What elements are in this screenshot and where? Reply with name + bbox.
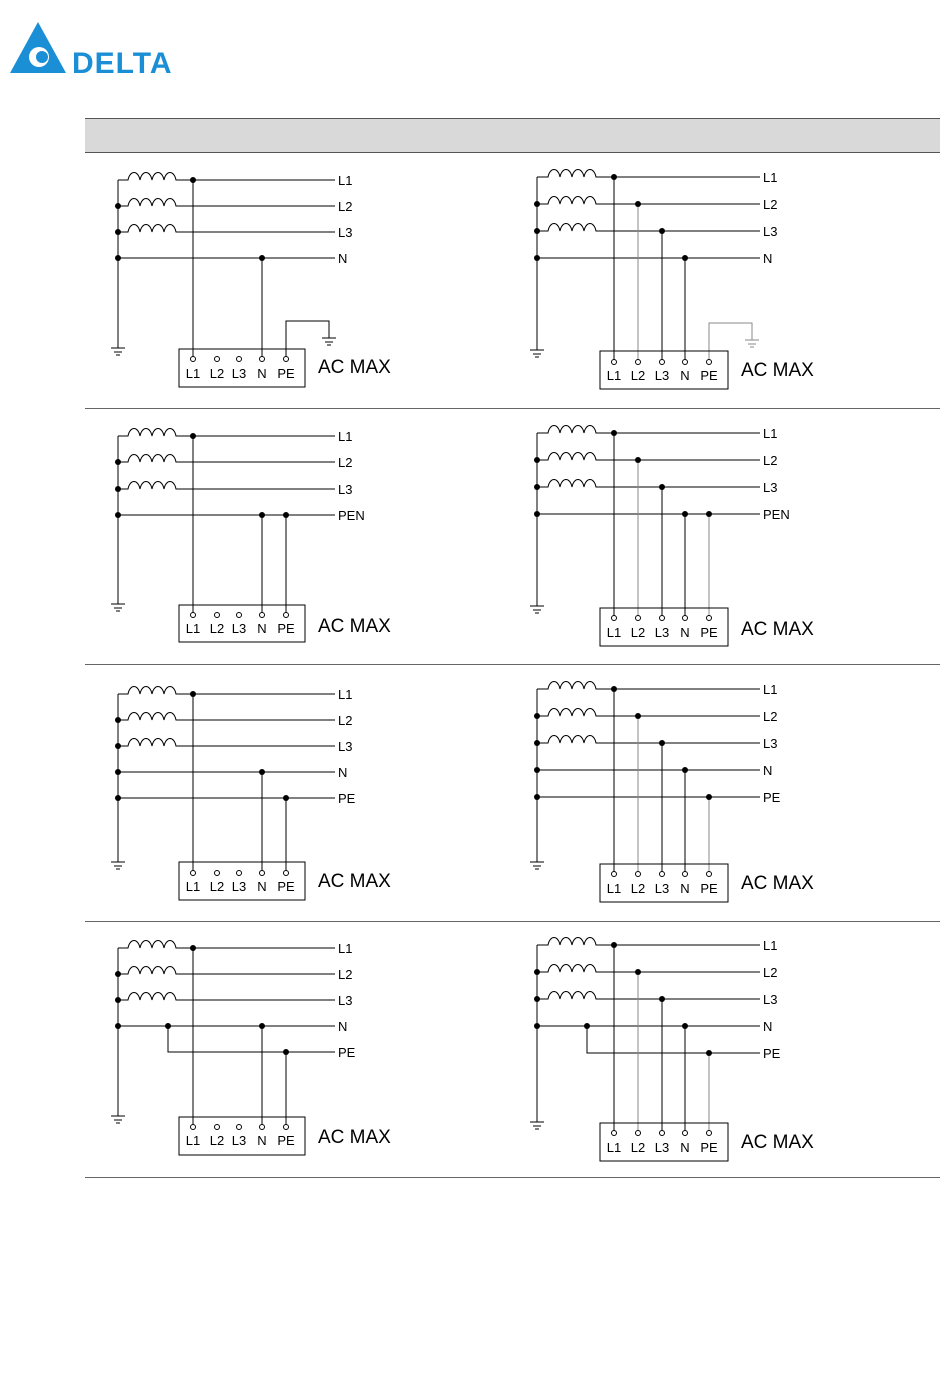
line-label: L3: [338, 482, 353, 497]
wiring-diagram-4-left: [105, 928, 525, 1184]
terminal-label: L3: [231, 366, 247, 381]
line-label: L3: [763, 224, 778, 239]
line-label: PE: [763, 790, 781, 805]
terminal-label: PE: [700, 625, 718, 640]
terminal-label: L1: [606, 1140, 622, 1155]
line-label: L1: [763, 682, 778, 697]
wiring-diagram-1-left: [105, 160, 525, 416]
terminal-label: L3: [231, 621, 247, 636]
terminal-label: L1: [185, 879, 201, 894]
terminal-label: N: [680, 368, 690, 383]
terminal-label: L3: [654, 881, 670, 896]
line-label: L3: [763, 480, 778, 495]
delta-logo: [8, 18, 183, 80]
terminal-label: L1: [606, 625, 622, 640]
terminal-label: L2: [209, 621, 225, 636]
terminal-label: L2: [630, 881, 646, 896]
line-label: L1: [763, 426, 778, 441]
line-label: PE: [763, 1046, 781, 1061]
terminal-label: PE: [277, 879, 295, 894]
line-label: N: [763, 1019, 773, 1034]
wiring-diagram-3-right: [525, 669, 945, 925]
terminal-label: L3: [231, 879, 247, 894]
device-label: AC MAX: [318, 1127, 391, 1148]
line-label: L2: [763, 965, 778, 980]
line-label: L2: [763, 709, 778, 724]
terminal-label: N: [257, 621, 267, 636]
line-label: L2: [338, 199, 353, 214]
line-label: L2: [338, 967, 353, 982]
terminal-label: L1: [185, 621, 201, 636]
brand-name: DELTA: [72, 47, 173, 80]
terminal-label: N: [257, 366, 267, 381]
terminal-label: L2: [630, 1140, 646, 1155]
line-label: L3: [763, 992, 778, 1007]
wiring-diagram-1-right: [525, 157, 945, 413]
line-label: L3: [338, 225, 353, 240]
terminal-label: PE: [700, 1140, 718, 1155]
wiring-diagram-3-left: [105, 674, 525, 930]
wiring-diagram-4-right: [525, 925, 945, 1181]
line-label: L2: [763, 197, 778, 212]
line-label: L2: [763, 453, 778, 468]
wiring-diagram-2-left: [105, 416, 525, 672]
device-label: AC MAX: [741, 619, 814, 640]
line-label: L1: [338, 941, 353, 956]
terminal-label: PE: [700, 368, 718, 383]
device-label: AC MAX: [318, 616, 391, 637]
terminal-label: N: [257, 1133, 267, 1148]
terminal-label: N: [257, 879, 267, 894]
terminal-label: L1: [185, 1133, 201, 1148]
terminal-label: PE: [277, 621, 295, 636]
terminal-label: L3: [654, 1140, 670, 1155]
terminal-label: L2: [209, 879, 225, 894]
line-label: N: [338, 765, 348, 780]
line-label: PEN: [338, 508, 365, 523]
terminal-label: L1: [606, 368, 622, 383]
terminal-label: N: [680, 625, 690, 640]
table-header-band: [85, 118, 940, 153]
terminal-label: N: [680, 881, 690, 896]
device-label: AC MAX: [741, 360, 814, 381]
line-label: L3: [763, 736, 778, 751]
line-label: PEN: [763, 507, 790, 522]
device-label: AC MAX: [741, 873, 814, 894]
terminal-label: L3: [231, 1133, 247, 1148]
device-label: AC MAX: [318, 871, 391, 892]
terminal-label: PE: [700, 881, 718, 896]
terminal-label: L2: [630, 368, 646, 383]
line-label: L2: [338, 713, 353, 728]
line-label: L1: [338, 429, 353, 444]
terminal-label: L2: [630, 625, 646, 640]
terminal-label: N: [680, 1140, 690, 1155]
line-label: L3: [338, 739, 353, 754]
terminal-label: L3: [654, 625, 670, 640]
line-label: L1: [763, 938, 778, 953]
wiring-diagram-2-right: [525, 413, 945, 669]
line-label: L3: [338, 993, 353, 1008]
terminal-label: PE: [277, 366, 295, 381]
device-label: AC MAX: [741, 1132, 814, 1153]
terminal-label: PE: [277, 1133, 295, 1148]
terminal-label: L1: [185, 366, 201, 381]
line-label: N: [763, 763, 773, 778]
line-label: L1: [338, 687, 353, 702]
terminal-label: L2: [209, 366, 225, 381]
line-label: N: [763, 251, 773, 266]
line-label: L1: [338, 173, 353, 188]
terminal-label: L1: [606, 881, 622, 896]
terminal-label: L2: [209, 1133, 225, 1148]
line-label: N: [338, 1019, 348, 1034]
line-label: L1: [763, 170, 778, 185]
line-label: PE: [338, 791, 356, 806]
device-label: AC MAX: [318, 357, 391, 378]
terminal-label: L3: [654, 368, 670, 383]
line-label: L2: [338, 455, 353, 470]
line-label: N: [338, 251, 348, 266]
line-label: PE: [338, 1045, 356, 1060]
